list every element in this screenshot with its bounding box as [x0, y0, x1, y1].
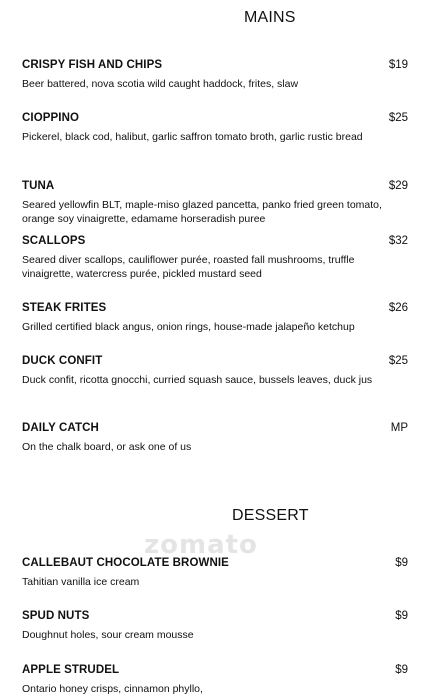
item-name: SCALLOPS [22, 235, 86, 247]
item-price: $25 [388, 355, 408, 367]
item-name: DAILY CATCH [22, 422, 99, 434]
item-description: Ontario honey crisps, cinnamon phyllo, [22, 683, 203, 695]
menu-item-cioppino [22, 112, 410, 144]
mains-section-title: MAINS [244, 9, 296, 26]
menu-item-spud-nuts [22, 610, 410, 642]
item-name: CALLEBAUT CHOCOLATE BROWNIE [22, 557, 229, 569]
item-description: Seared diver scallops, cauliflower purée, roasted fall mushrooms, truffle vinaigrette, watercress purée, pickled mustard seed [22, 254, 355, 280]
item-name: CIOPPINO [22, 112, 80, 124]
item-description: Duck confit, ricotta gnocchi, curried squash sauce, bussels leaves, duck jus [22, 374, 373, 386]
item-description: Seared yellowfin BLT, maple-miso glazed pancetta, panko fried green tomato, orange soy vinaigrette, edamame horseradish puree [22, 199, 382, 225]
item-name: DUCK CONFIT [22, 355, 103, 367]
item-price: $9 [395, 664, 408, 676]
item-price: $32 [388, 235, 408, 247]
item-name: CRISPY FISH AND CHIPS [22, 59, 163, 71]
item-description: Pickerel, black cod, halibut, garlic saffron tomato broth, garlic rustic bread [22, 131, 363, 143]
watermark-logo: zomato [144, 530, 258, 560]
dessert-section-title: DESSERT [232, 507, 309, 524]
menu-item-daily-catch [22, 422, 410, 454]
item-price: $26 [388, 302, 408, 314]
item-description: Beer battered, nova scotia wild caught haddock, frites, slaw [22, 78, 299, 90]
menu-item-tuna [22, 180, 410, 226]
item-price: $29 [388, 180, 408, 192]
item-description: Doughnut holes, sour cream mousse [22, 629, 194, 641]
menu-item-apple-strudel [22, 664, 410, 696]
item-name: APPLE STRUDEL [22, 664, 120, 676]
item-price: $9 [395, 557, 408, 569]
menu-item-duck-confit [22, 355, 410, 387]
item-description: Tahitian vanilla ice cream [22, 576, 140, 588]
item-name: STEAK FRITES [22, 302, 107, 314]
item-price: $9 [395, 610, 408, 622]
menu-item-steak-frites [22, 302, 410, 334]
item-price: $25 [388, 112, 408, 124]
item-name: SPUD NUTS [22, 610, 90, 622]
item-price: MP [390, 422, 408, 434]
menu-item-chocolate-brownie [22, 557, 410, 589]
item-description: On the chalk board, or ask one of us [22, 441, 192, 453]
item-description: Grilled certified black angus, onion rings, house-made jalapeño ketchup [22, 321, 355, 333]
menu-item-scallops [22, 235, 410, 281]
item-price: $19 [388, 59, 408, 71]
item-name: TUNA [22, 180, 55, 192]
menu-item-fish-and-chips [22, 59, 410, 91]
